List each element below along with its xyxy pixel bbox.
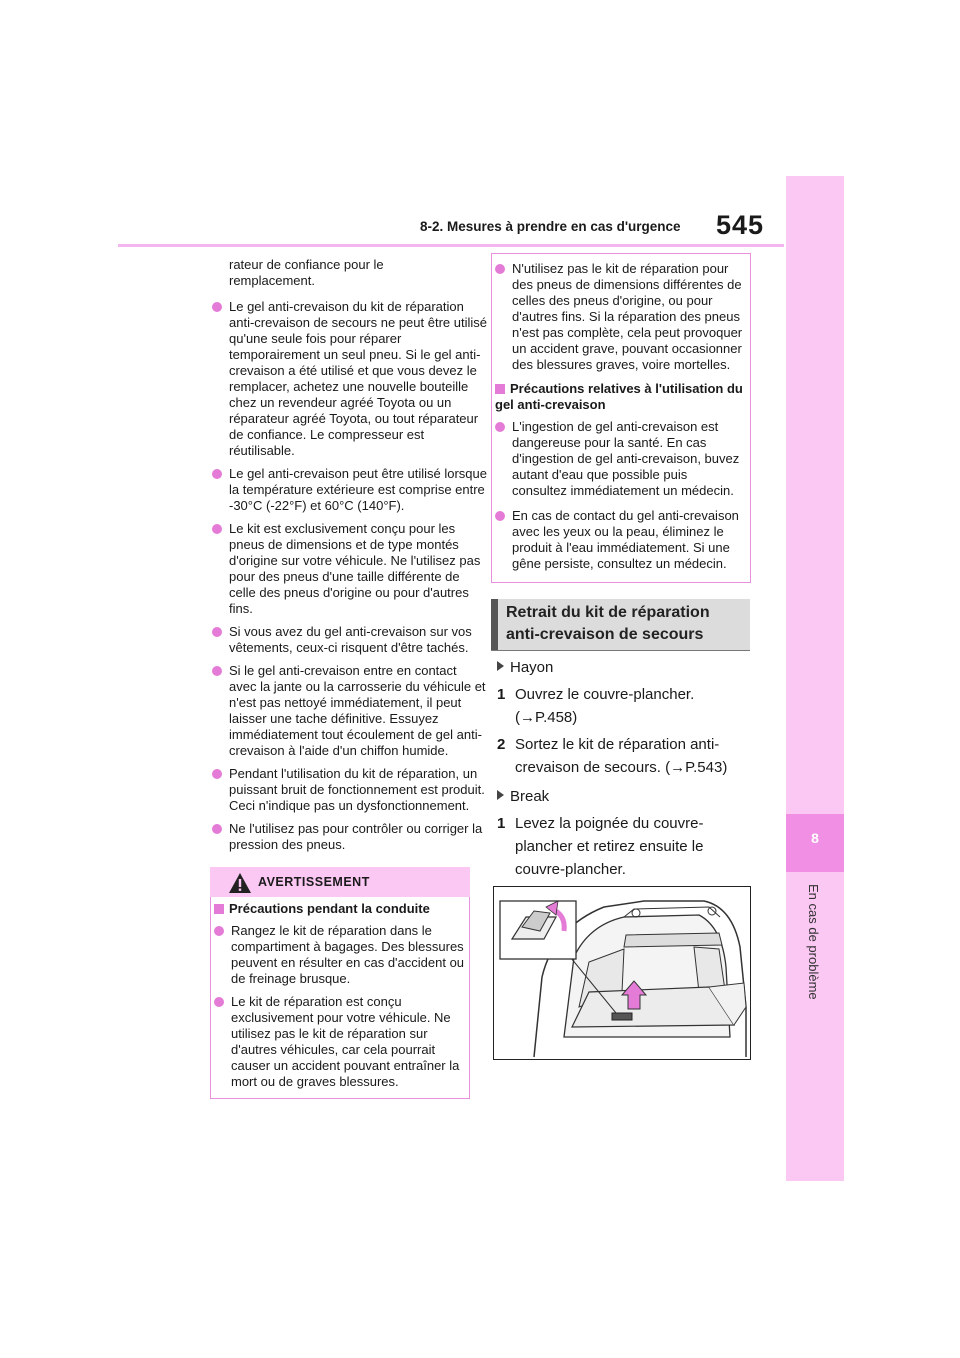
bullet-icon: [212, 524, 222, 534]
list-item: Ne l'utilisez pas pour contrôler ou corriger la pression des pneus.: [212, 821, 487, 853]
list-item: En cas de contact du gel anti-crevaison avec les yeux ou la peau, éliminez le produit à l'eau immédiatement. Si une gêne persiste, consultez un médecin.: [495, 508, 745, 572]
procedure-step: 1 Ouvrez le couvre-plancher. (→P.458): [497, 686, 695, 726]
intro-text: rateur de confiance pour le remplacement.: [229, 257, 384, 288]
list-item: Si le gel anti-crevaison entre en contact avec la jante ou la carrosserie du véhicule et n'est pas nettoyé immédiatement, il peut laisser une tache définitive. Essuyez immédiatement tout écoulement de gel anti-crevaison à l'aide d'un chiffon humide.: [212, 663, 487, 759]
bullet-icon: [495, 422, 505, 432]
list-item: Pendant l'utilisation du kit de réparation, un puissant bruit de fonctionnement est produit. Ceci n'indique pas un dysfonctionnement.: [212, 766, 487, 814]
warning-subheading: Précautions pendant la conduite: [214, 901, 466, 917]
page-number: 545: [716, 210, 765, 240]
chapter-side-bar: [786, 176, 844, 1181]
list-item: Rangez le kit de réparation dans le compartiment à bagages. Des blessures peuvent en résulter en cas d'accident ou de freinage brusque.: [214, 923, 466, 987]
bullet-icon: [212, 302, 222, 312]
procedure-label: Break: [497, 785, 747, 808]
list-item: Le kit de réparation est conçu exclusivement pour votre véhicule. Ne utilisez pas le kit de réparation sur d'autres véhicules, car cela pourrait causer un accident pouvant entraîner la mort ou de graves blessures.: [214, 994, 466, 1090]
bullet-icon: [212, 469, 222, 479]
bullet-icon: [212, 666, 222, 676]
list-item: Le kit est exclusivement conçu pour les pneus de dimensions et de type montés d'origine sur votre véhicule. Ne l'utilisez pas pour des pneus d'une taille différente de celle des pneus d'origine ou pour d'autres fins.: [212, 521, 487, 617]
warning-subheading: Précautions relatives à l'utilisation du gel anti-crevaison: [495, 381, 743, 412]
triangle-bullet-icon: [497, 790, 504, 800]
chapter-label: En cas de problème: [806, 884, 821, 1000]
section-heading-bar: [491, 599, 498, 651]
square-bullet-icon: [214, 904, 224, 914]
procedure-label: Hayon: [497, 656, 747, 679]
procedure-list: [497, 656, 747, 881]
section-heading: Retrait du kit de réparation anti-crevaison de secours: [506, 604, 710, 643]
warning-title: AVERTISSEMENT: [258, 875, 370, 889]
bullet-icon: [212, 627, 222, 637]
bullet-icon: [212, 769, 222, 779]
section-heading-rule: [491, 650, 750, 651]
bullet-icon: [214, 997, 224, 1007]
procedure-step: 1 Levez la poignée du couvre-plancher et retirez ensuite le couvre-plancher.: [497, 815, 704, 878]
left-column: [212, 257, 487, 860]
square-bullet-icon: [495, 384, 505, 394]
list-item: Le gel anti-crevaison du kit de réparation anti-crevaison de secours ne peut être utilisé qu'une seule fois pour réparer temporairement un seul pneu. Si le gel anti-crevaison a été utilisé et que vous devez le remplacer, achetez une nouvelle bouteille chez un revendeur agréé Toyota ou un réparateur agréé Toyota, ou tout réparateur de confiance. Le compresseur est réutilisable.: [212, 299, 487, 459]
procedure-step: 2 Sortez le kit de réparation anti-crevaison de secours. (→P.543): [497, 736, 728, 776]
chapter-label-wrap: [806, 884, 821, 1000]
bullet-icon: [495, 511, 505, 521]
warning-body: [214, 901, 466, 1097]
bullet-icon: [495, 264, 505, 274]
list-item: N'utilisez pas le kit de réparation pour des pneus de dimensions différentes de celles des pneus d'origine, ou pour d'autres fins. Si la réparation des pneus n'est pas complète, cela peut provoquer un accident grave, pouvant occasionner des blessures graves, voire mortelles.: [495, 261, 745, 373]
warning-continued-body: [495, 261, 745, 579]
header-rule: [118, 244, 784, 247]
warning-triangle-icon: [228, 872, 252, 894]
chapter-number: 8: [811, 830, 819, 846]
list-item: L'ingestion de gel anti-crevaison est dangereuse pour la santé. En cas d'ingestion de gel anti-crevaison, buvez autant d'eau que possible puis consultez immédiatement un médecin.: [495, 419, 745, 499]
triangle-bullet-icon: [497, 661, 504, 671]
list-item: Si vous avez du gel anti-crevaison sur vos vêtements, ceux-ci risquent d'être tachés.: [212, 624, 487, 656]
trunk-floor-illustration: [494, 887, 750, 1059]
section-title: 8-2. Mesures à prendre en cas d'urgence: [420, 219, 681, 234]
bullet-icon: [212, 824, 222, 834]
trunk-illustration: [493, 886, 751, 1060]
bullet-icon: [214, 926, 224, 936]
list-item: Le gel anti-crevaison peut être utilisé lorsque la température extérieure est comprise entre -30°C (-22°F) et 60°C (140°F).: [212, 466, 487, 514]
